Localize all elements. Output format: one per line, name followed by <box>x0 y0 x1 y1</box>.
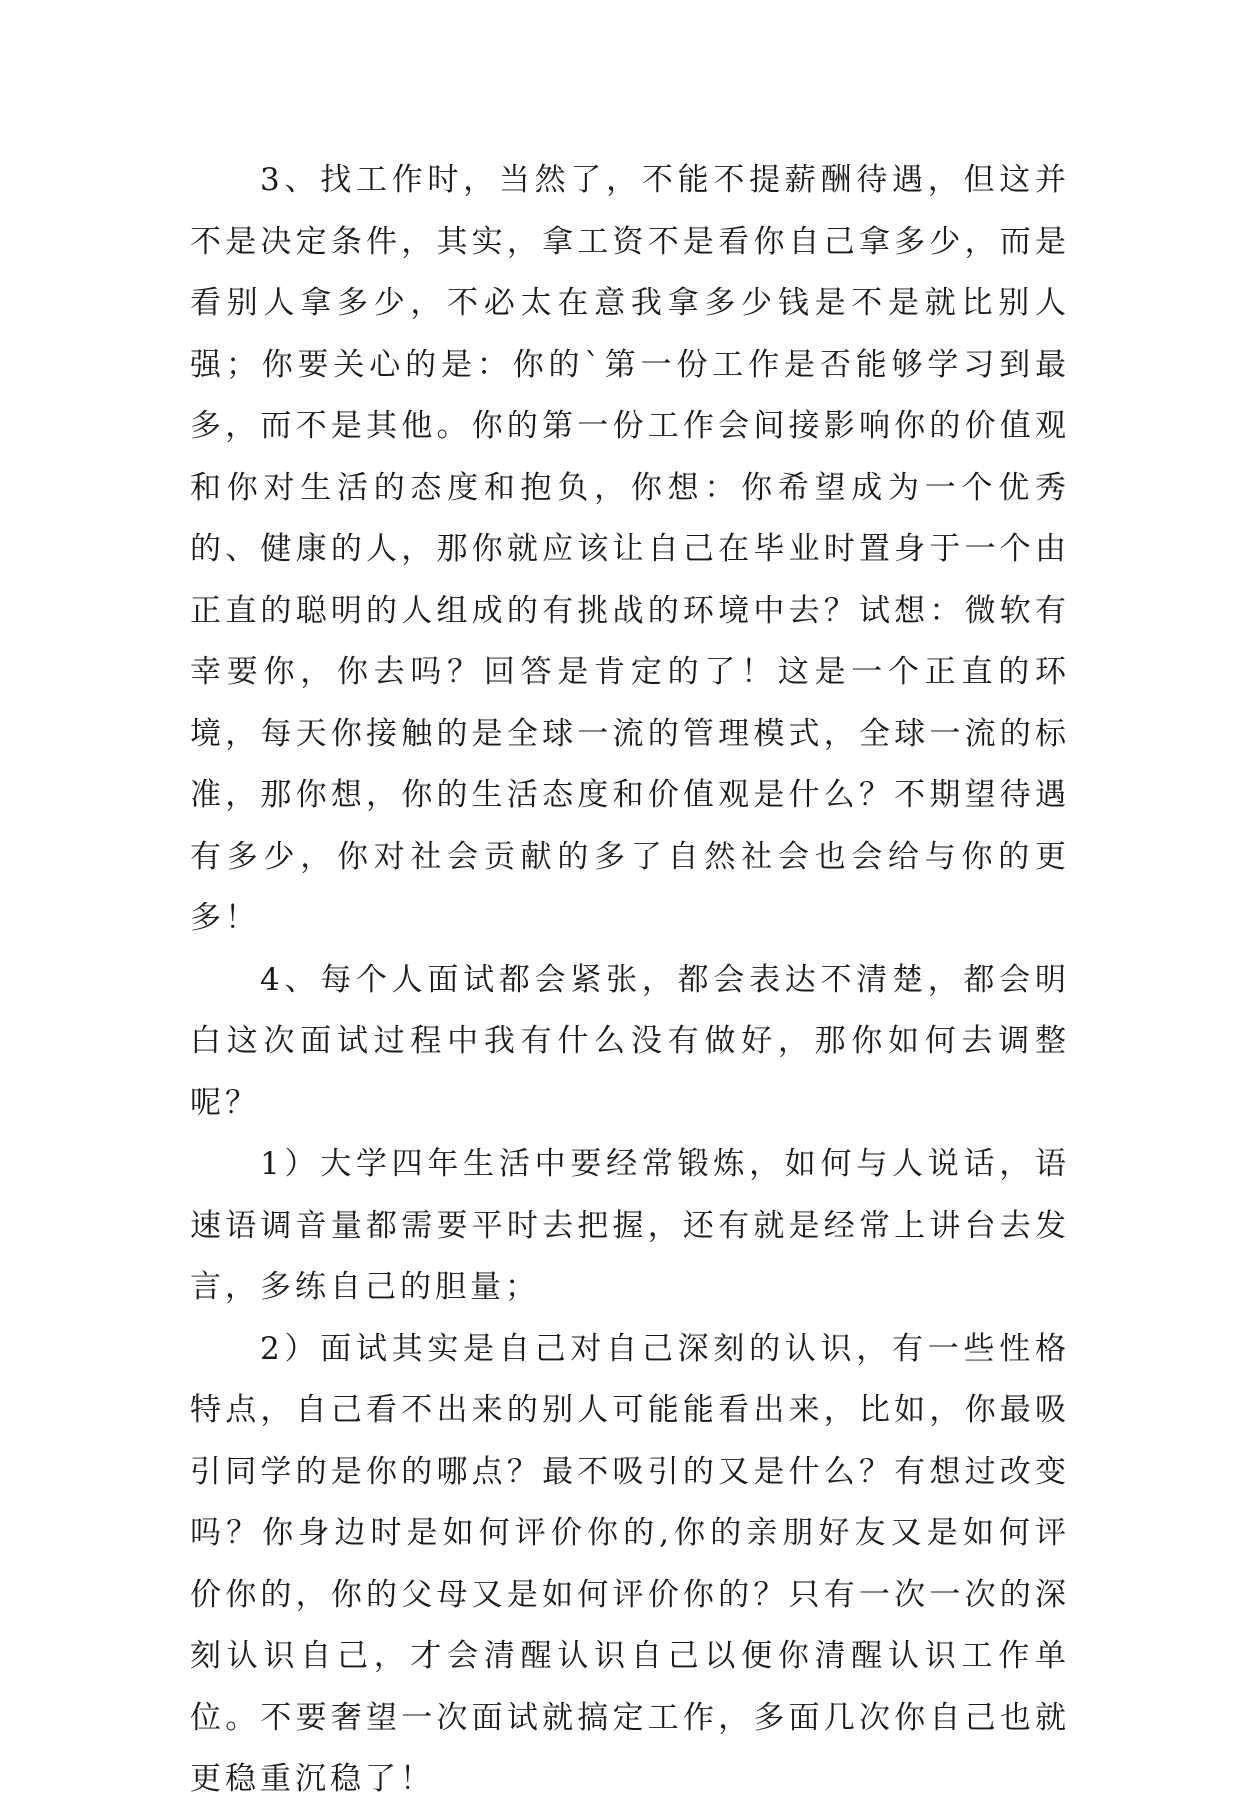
paragraph-self-knowledge: 2）面试其实是自己对自己深刻的认识，有一些性格特点，自己看不出来的别人可能能看出来，比如，你最吸引同学的是你的哪点？最不吸引的又是什么？有想过改变吗？你身边时是如何评价你的,你的亲朋好友又是如何评价你的，你的父母又是如何评价你的？只有一次一次的深刻认识自己，才会清醒认识自己以便你清醒认识工作单位。不要奢望一次面试就搞定工作，多面几次你自己也就更稳重沉稳了！ <box>190 1330 1070 1797</box>
document-body <box>190 150 1070 1811</box>
paragraph-practice-speaking: 1）大学四年生活中要经常锻炼，如何与人说话，语速语调音量都需要平时去把握，还有就是经常上讲台去发言，多练自己的胆量； <box>190 1146 1070 1305</box>
paragraph-interview-nervousness: 4、每个人面试都会紧张，都会表达不清楚，都会明白这次面试过程中我有什么没有做好，那你如何去调整呢？ <box>190 961 1070 1121</box>
paragraph-salary-advice: 3、找工作时，当然了，不能不提薪酬待遇，但这并不是决定条件，其实，拿工资不是看你自己拿多少，而是看别人拿多少，不必太在意我拿多少钱是不是就比别人强；你要关心的是：你的`第一份工作是否能够学习到最多，而不是其他。你的第一份工作会间接影响你的价值观和你对生活的态度和抱负，你想：你希望成为一个优秀的、健康的人，那你就应该让自己在毕业时置身于一个由正直的聪明的人组成的有挑战的环境中去？试想：微软有幸要你，你去吗？回答是肯定的了！这是一个正直的环境，每天你接触的是全球一流的管理模式，全球一流的标准，那你想，你的生活态度和价值观是什么？不期望待遇有多少，你对社会贡献的多了自然社会也会给与你的更多！ <box>190 162 1070 936</box>
